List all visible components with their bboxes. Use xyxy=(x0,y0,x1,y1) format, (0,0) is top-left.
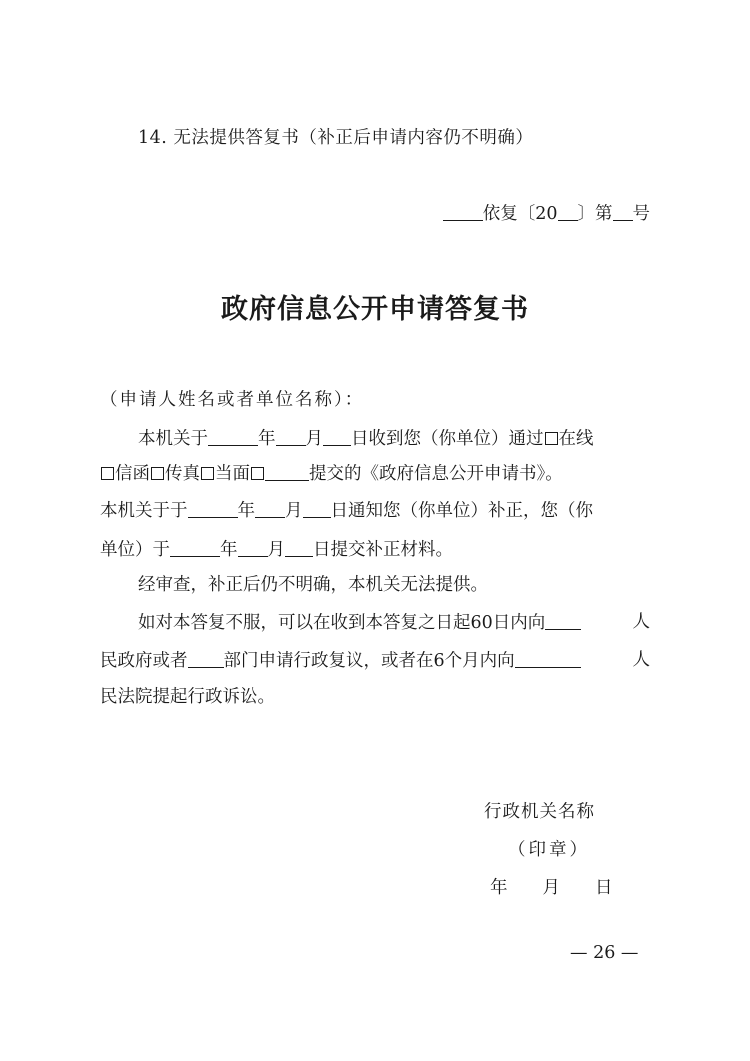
option-inperson-label: 当面 xyxy=(215,464,250,484)
para1-line3 xyxy=(100,502,593,521)
para2: 经审查，补正后仍不明确，本机关无法提供。 xyxy=(138,575,488,595)
para3-line1 xyxy=(138,614,581,633)
text: 提交的《政府信息公开申请书》。 xyxy=(309,464,563,484)
text: 本机关于 xyxy=(138,429,208,449)
text: 日收到您（你单位）通过 xyxy=(351,429,544,449)
page-number: — 26 — xyxy=(570,943,639,963)
para1-line4 xyxy=(100,541,453,560)
text: 月 xyxy=(267,540,285,560)
signature-date xyxy=(490,874,614,899)
seal-label: （印章） xyxy=(508,840,590,860)
option-letter-label: 信函 xyxy=(115,464,150,484)
text: 年 xyxy=(237,501,255,521)
text: 如对本答复不服，可以在收到本答复之日起60日内向 xyxy=(138,613,546,633)
date-month: 月 xyxy=(542,878,561,898)
text: 月 xyxy=(285,501,303,521)
blank-year xyxy=(188,502,238,518)
text: 日通知您（你单位）补正，您（你 xyxy=(330,501,593,521)
blank-government xyxy=(545,614,581,630)
text: 日提交补正材料。 xyxy=(313,540,453,560)
checkbox-inperson xyxy=(201,467,214,480)
text: 单位）于 xyxy=(100,540,170,560)
para3-line2-end: 人 xyxy=(632,650,650,670)
blank-number xyxy=(613,205,633,221)
text: 民政府或者 xyxy=(100,651,188,671)
option-fax-label: 传真 xyxy=(165,464,200,484)
docnum-text-2: 〕第 xyxy=(577,204,613,224)
blank-year xyxy=(558,205,578,221)
blank-department xyxy=(188,652,224,668)
blank-day xyxy=(303,502,331,518)
date-year: 年 xyxy=(490,878,509,898)
blank-year xyxy=(208,430,258,446)
document-number xyxy=(443,200,650,225)
para3-line3: 民法院提起行政诉讼。 xyxy=(100,687,275,707)
docnum-text-3: 号 xyxy=(632,204,650,224)
para1-line1 xyxy=(138,430,594,449)
text: 年 xyxy=(220,540,238,560)
docnum-text-1: 依复〔20 xyxy=(482,204,558,224)
para3-line2 xyxy=(100,652,581,671)
blank-month xyxy=(238,541,268,557)
text: 月 xyxy=(305,429,323,449)
blank-prefix xyxy=(443,205,483,221)
addressee: （申请人姓名或者单位名称）： xyxy=(100,390,365,410)
agency-name: 行政机关名称 xyxy=(484,802,595,822)
section-heading: 14. 无法提供答复书（补正后申请内容仍不明确） xyxy=(138,128,534,148)
checkbox-online xyxy=(545,432,558,445)
checkbox-other xyxy=(251,467,264,480)
checkbox-fax xyxy=(151,467,164,480)
checkbox-letter xyxy=(101,467,114,480)
blank-day xyxy=(323,430,351,446)
text: 部门申请行政复议，或者在6个月内向 xyxy=(223,651,515,671)
date-day: 日 xyxy=(595,878,614,898)
blank-day xyxy=(285,541,313,557)
para1-line2 xyxy=(100,465,563,484)
blank-month xyxy=(276,430,306,446)
blank-month xyxy=(255,502,285,518)
option-online-label: 在线 xyxy=(558,429,594,449)
blank-other xyxy=(265,465,309,481)
para3-line1-end: 人 xyxy=(632,612,650,632)
text: 年 xyxy=(258,429,276,449)
blank-court xyxy=(515,652,581,668)
page-title: 政府信息公开申请答复书 xyxy=(221,294,529,325)
text: 本机关于于 xyxy=(100,501,188,521)
blank-year xyxy=(170,541,220,557)
